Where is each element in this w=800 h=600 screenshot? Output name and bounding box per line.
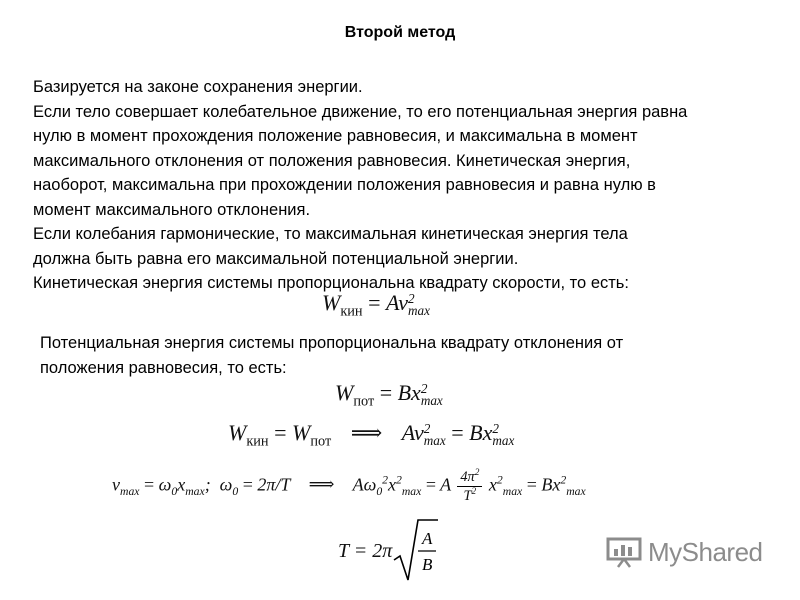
slide-title: Второй метод [344, 24, 456, 41]
text-line: наоборот, максимальна при прохождении положения равновесия и равна нулю в [33, 176, 656, 194]
square-root [392, 518, 440, 584]
formula-subscript: пот [310, 433, 332, 450]
radical-sign-icon [392, 518, 440, 584]
formula-superscript: 2 [408, 291, 415, 307]
formula-fraction: $\frac{4\pi^2}{T^2}$ [457, 468, 482, 505]
logo-text: MyShared [648, 536, 763, 567]
myshared-logo [606, 534, 763, 570]
formula-potential-energy: $W_{пот} = Bx$ 2 max [335, 380, 443, 410]
formula-subscript: max [492, 432, 515, 448]
formula-subscript: пот [353, 393, 375, 410]
text-line: должна быть равна его максимальной потенциальной энергии. [33, 249, 519, 268]
formula-omega-relation: $v_{max} = \omega_0x_{max}$; $\omega_0 = 2\pi/T$ ⟹ $A\omega_0^2x^2_{max} = A$ $\frac{4\pi^2}{T^2}$ $x^2_{max} = Bx^2_{max}$ [112, 468, 586, 504]
formula-term: 2π/T [257, 474, 291, 495]
text-line: момент максимального отклонения. [33, 200, 311, 219]
implies-arrow: ⟹ [308, 474, 335, 495]
formula-term: Bx [397, 380, 421, 405]
presentation-board-icon [606, 536, 642, 568]
text-line: максимального отклонения от положения равновесия. Кинетическая энергия, [33, 151, 631, 170]
formula-superscript: 2 [420, 381, 428, 397]
formula-superscript: 2 [492, 421, 499, 437]
formula-subscript: max [420, 392, 443, 408]
formula-kinetic-energy: $W_{кин} = Av$ 2 max [322, 290, 430, 320]
formula-energy-equality: $W_{кин} = W_{пот}$ ⟹ Av 2 max = Bx 2 max [228, 420, 515, 450]
formula-term: Bx [469, 420, 493, 445]
formula-subscript: кин [340, 303, 363, 320]
text-line: Кинетическая энергия системы пропорциональна квадрату скорости, то есть: [33, 274, 629, 292]
implies-arrow: ⟹ [350, 420, 383, 445]
text-line: Базируется на законе сохранения энергии. [33, 78, 363, 96]
formula-term: Av [401, 420, 424, 445]
formula-subscript: max [408, 302, 430, 318]
formula-term: T = 2π [338, 539, 393, 562]
formula-subscript: кин [246, 433, 269, 450]
fraction-denominator: T [463, 487, 472, 504]
text-line: Если тело совершает колебательное движение, то его потенциальная энергия равна [33, 102, 688, 121]
formula-period [338, 518, 440, 584]
fraction-numerator: 4π [460, 468, 475, 485]
fraction-denominator: B [422, 555, 433, 574]
fraction-numerator: A [422, 529, 433, 548]
text-line: положения равновесия, то есть: [40, 358, 287, 377]
text-line: Потенциальная энергия системы пропорциональна квадрату отклонения от [40, 334, 624, 352]
formula-superscript: 2 [423, 421, 431, 437]
formula-subscript: max [423, 432, 446, 448]
formula-term: Av [386, 290, 408, 315]
text-line: Если колебания гармонические, то максимальная кинетическая энергия тела [33, 225, 628, 243]
text-line: нулю в момент прохождения положение равновесия, и максимальна в момент [33, 127, 638, 145]
